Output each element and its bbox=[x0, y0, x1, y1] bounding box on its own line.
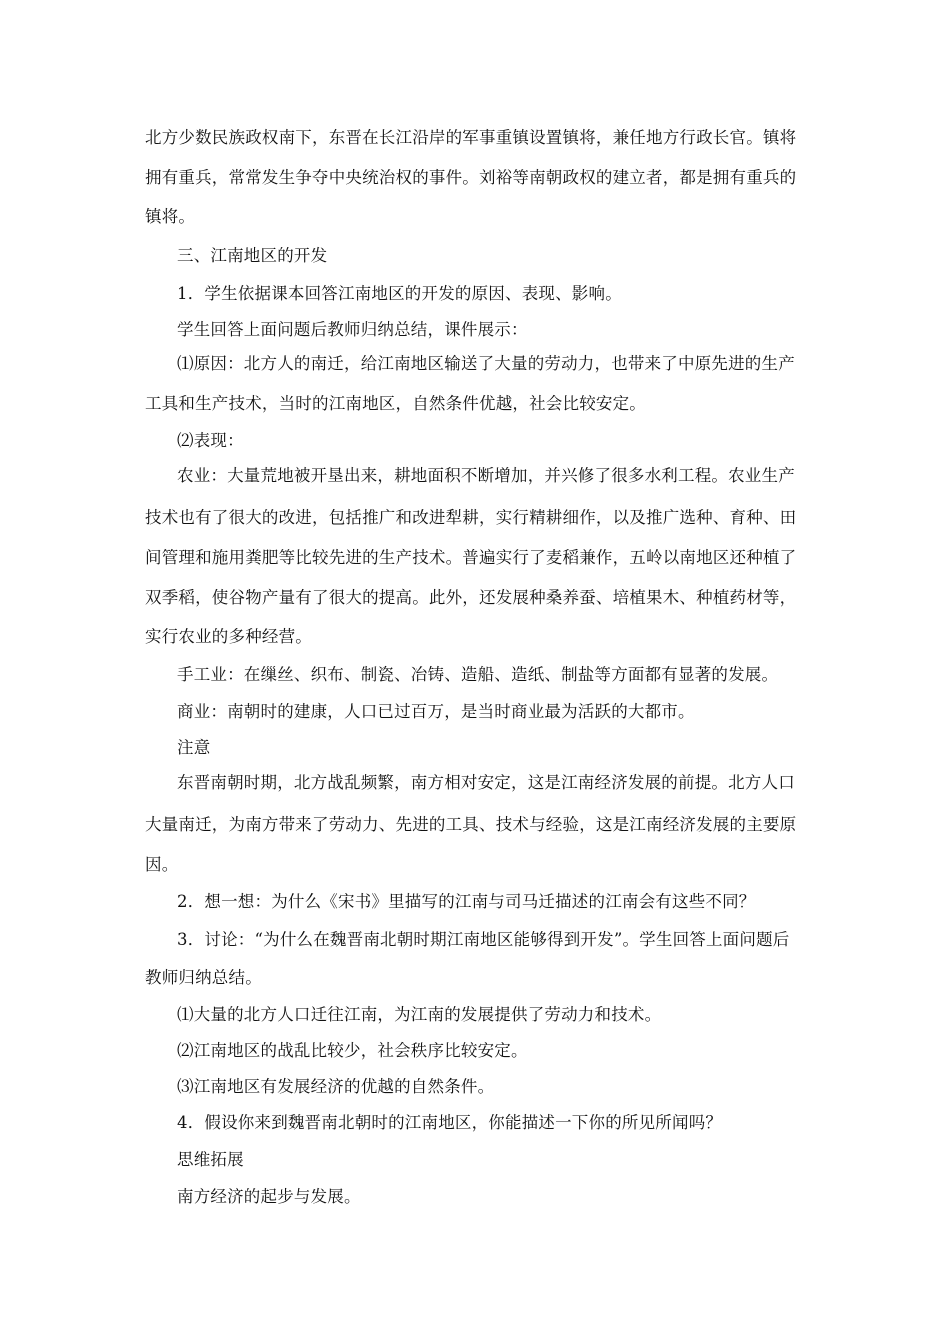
text-line: 因。 bbox=[145, 855, 179, 874]
section-heading: 思维拓展 bbox=[177, 1150, 244, 1169]
text-line: 间管理和施用粪肥等比较先进的生产技术。普遍实行了麦稻兼作，五岭以南地区还种植了 bbox=[145, 548, 797, 567]
text-line: 技术也有了很大的改进，包括推广和改进犁耕，实行精耕细作，以及推广选种、育种、田 bbox=[145, 508, 797, 527]
text-line: 商业：南朝时的建康，人口已过百万，是当时商业最为活跃的大都市。 bbox=[177, 702, 695, 721]
text-line: 双季稻，使谷物产量有了很大的提高。此外，还发展种桑养蚕、培植果木、种植药材等， bbox=[145, 588, 797, 607]
text-line: 4．假设你来到魏晋南北朝时的江南地区，你能描述一下你的所见所闻吗？ bbox=[177, 1113, 723, 1132]
text-line: 3．讨论：“为什么在魏晋南北朝时期江南地区能够得到开发”。学生回答上面问题后 bbox=[177, 930, 790, 949]
text-line: 镇将。 bbox=[145, 207, 196, 226]
text-line: 手工业：在缫丝、织布、制瓷、冶铸、造船、造纸、制盐等方面都有显著的发展。 bbox=[177, 665, 779, 684]
text-line: 2．想一想：为什么《宋书》里描写的江南与司马迁描述的江南会有这些不同？ bbox=[177, 892, 756, 911]
text-line: 学生回答上面问题后教师归纳总结，课件展示： bbox=[177, 320, 528, 339]
text-line: ⑴原因：北方人的南迁，给江南地区输送了大量的劳动力，也带来了中原先进的生产 bbox=[177, 354, 795, 373]
text-line: 工具和生产技术，当时的江南地区，自然条件优越，社会比较安定。 bbox=[145, 394, 646, 413]
text-line: 东晋南朝时期，北方战乱频繁，南方相对安定，这是江南经济发展的前提。北方人口 bbox=[177, 773, 795, 792]
section-heading: 注意 bbox=[177, 738, 211, 757]
text-line: ⑵江南地区的战乱比较少，社会秩序比较安定。 bbox=[177, 1041, 528, 1060]
text-line: 1．学生依据课本回答江南地区的开发的原因、表现、影响。 bbox=[177, 284, 622, 303]
text-line: ⑶江南地区有发展经济的优越的自然条件。 bbox=[177, 1077, 495, 1096]
text-line: 南方经济的起步与发展。 bbox=[177, 1187, 361, 1206]
section-heading: 三、江南地区的开发 bbox=[177, 246, 328, 265]
text-line: 农业：大量荒地被开垦出来，耕地面积不断增加，并兴修了很多水利工程。农业生产 bbox=[177, 466, 795, 485]
text-line: ⑵表现： bbox=[177, 431, 244, 450]
text-line: 北方少数民族政权南下，东晋在长江沿岸的军事重镇设置镇将，兼任地方行政长官。镇将 bbox=[145, 128, 797, 147]
text-line: ⑴大量的北方人口迁往江南，为江南的发展提供了劳动力和技术。 bbox=[177, 1005, 662, 1024]
text-line: 教师归纳总结。 bbox=[145, 968, 262, 987]
text-line: 拥有重兵，常常发生争夺中央统治权的事件。刘裕等南朝政权的建立者，都是拥有重兵的 bbox=[145, 168, 797, 187]
text-line: 实行农业的多种经营。 bbox=[145, 627, 312, 646]
text-line: 大量南迁，为南方带来了劳动力、先进的工具、技术与经验，这是江南经济发展的主要原 bbox=[145, 815, 797, 834]
